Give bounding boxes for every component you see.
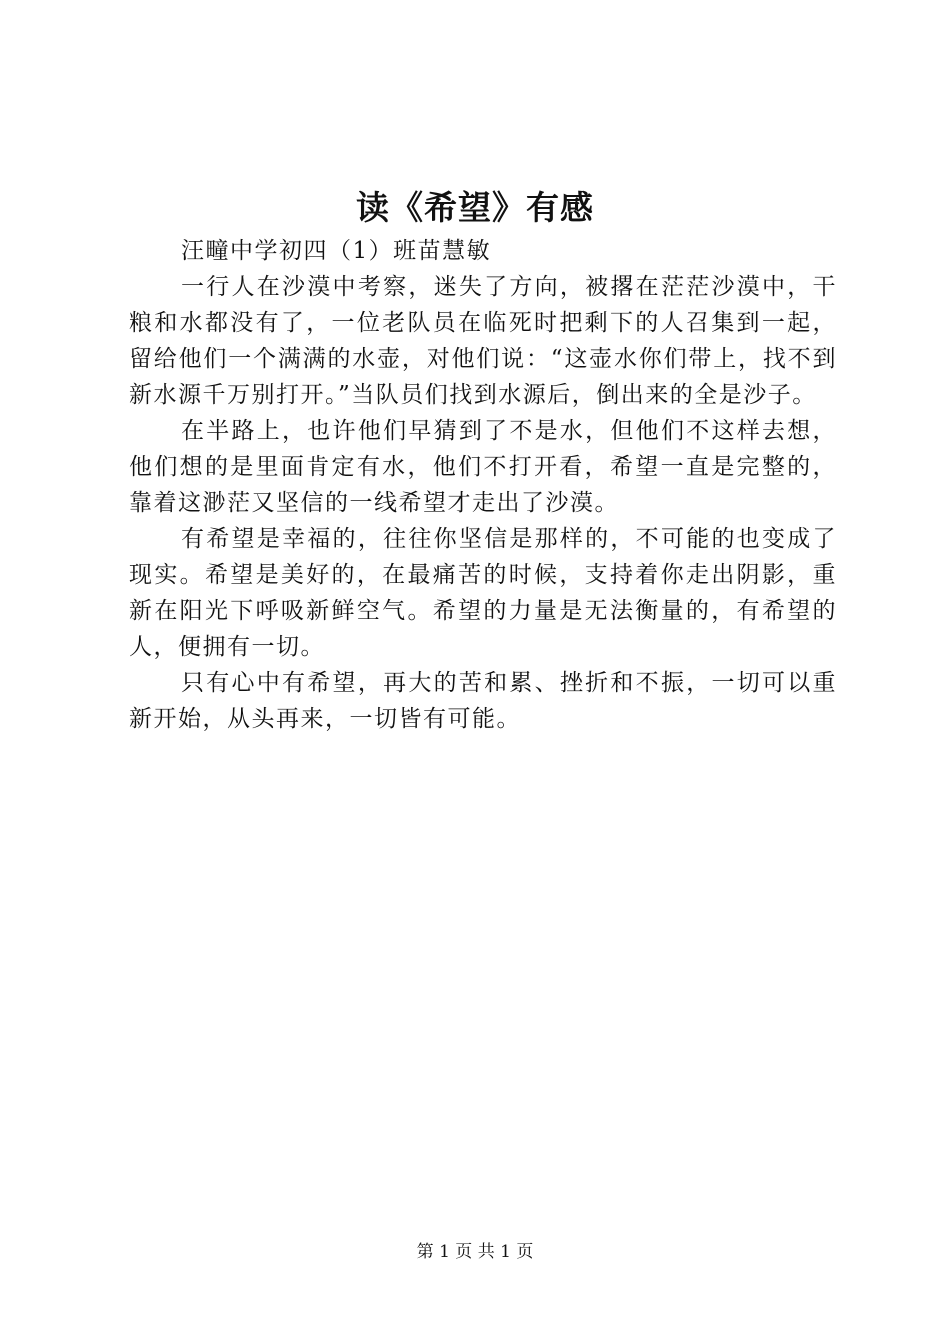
body-paragraph-3: 有希望是幸福的，往往你坚信是那样的，不可能的也变成了现实。希望是美好的，在最痛苦的时候，支持着你走出阴影，重新在阳光下呼吸新鲜空气。希望的力量是无法衡量的，有希望的人，便拥有一切。 [129, 526, 837, 660]
body-paragraph-1: 一行人在沙漠中考察，迷失了方向，被撂在茫茫沙漠中，干粮和水都没有了，一位老队员在临死时把剩下的人召集到一起，留给他们一个满满的水壶，对他们说：“这壶水你们带上，找不到新水源千万别打开。”当队员们找到水源后，倒出来的全是沙子。 [129, 274, 837, 408]
body-paragraph-2: 在半路上，也许他们早猜到了不是水，但他们不这样去想，他们想的是里面肯定有水，他们不打开看，希望一直是完整的，靠着这渺茫又坚信的一线希望才走出了沙漠。 [129, 418, 837, 516]
document-body [129, 233, 837, 737]
document-title: 读《希望》有感 [356, 188, 594, 227]
author-line: 汪疃中学初四（1）班苗慧敏 [181, 238, 492, 264]
body-paragraph-4: 只有心中有希望，再大的苦和累、挫折和不振，一切可以重新开始，从头再来，一切皆有可能。 [129, 670, 837, 732]
page-number-footer: 第 1 页 共 1 页 [416, 1242, 534, 1262]
